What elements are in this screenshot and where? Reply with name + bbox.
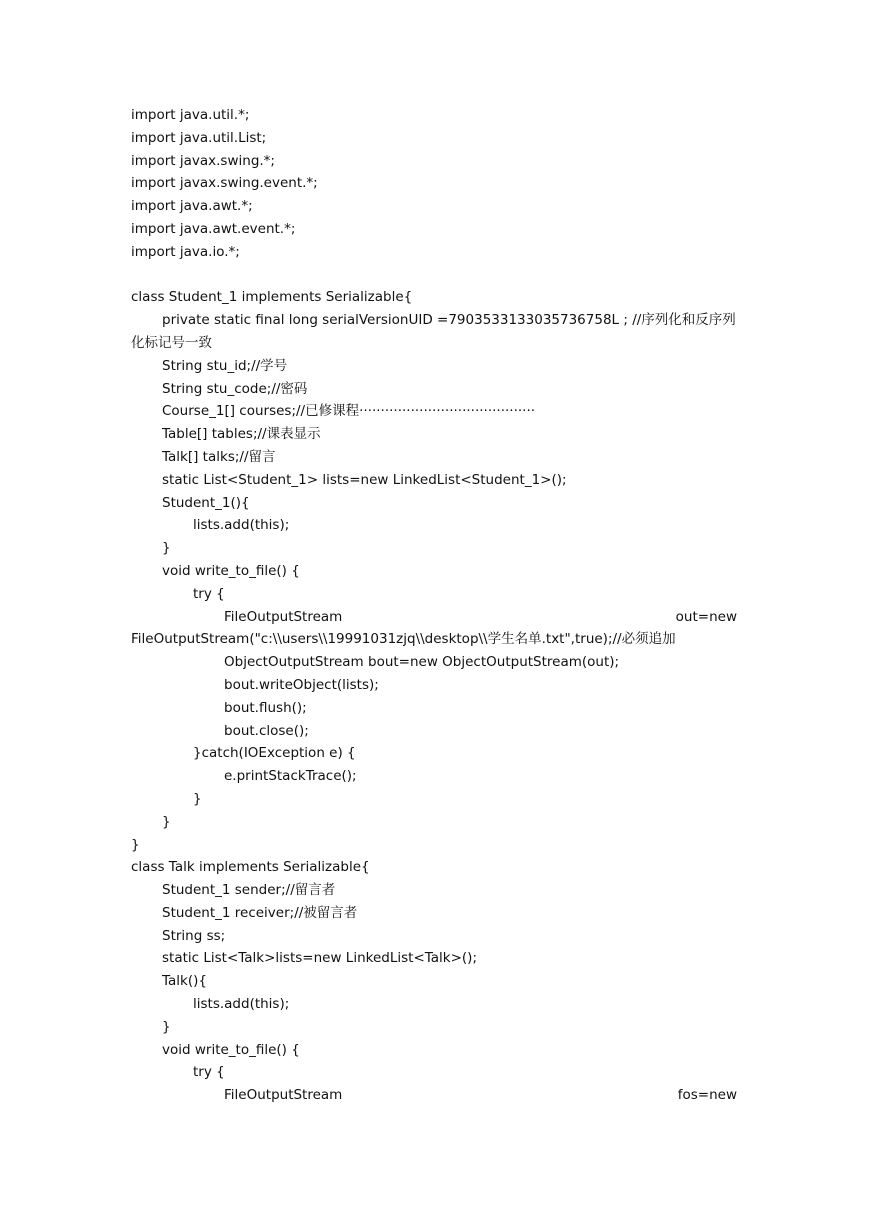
code-line: lists.add(this); <box>193 517 290 534</box>
code-line: Table[] tables;//课表显示 <box>162 426 321 443</box>
code-line: static List<Student_1> lists=new LinkedList<Student_1>(); <box>162 471 567 488</box>
code-line: Talk(){ <box>162 973 207 990</box>
code-line: String stu_id;//学号 <box>162 357 288 374</box>
import-line: import javax.swing.*; <box>131 152 275 169</box>
code-line: } <box>131 836 140 853</box>
code-line: Course_1[] courses;//已修课程········································· <box>162 403 536 420</box>
code-line-justified <box>131 1084 737 1107</box>
code-token: fos=new <box>677 1087 737 1104</box>
code-line: String ss; <box>162 927 226 944</box>
code-line: static List<Talk>lists=new LinkedList<Talk>(); <box>162 950 477 967</box>
code-token: FileOutputStream <box>224 608 343 625</box>
code-line: Talk[] talks;//留言 <box>162 448 276 465</box>
code-line: } <box>162 540 171 557</box>
code-line: } <box>193 790 202 807</box>
code-line-wrap: FileOutputStream("c:\\users\\19991031zjq\\desktop\\学生名单.txt",true);//必须追加 <box>131 631 676 648</box>
class-header: class Talk implements Serializable{ <box>131 859 370 876</box>
code-line: Student_1 receiver;//被留言者 <box>162 904 358 921</box>
code-line: try { <box>193 585 225 602</box>
code-line: String stu_code;//密码 <box>162 380 308 397</box>
code-line: bout.writeObject(lists); <box>224 676 379 693</box>
code-line: ObjectOutputStream bout=new ObjectOutputStream(out); <box>224 654 620 671</box>
import-line: import java.awt.*; <box>131 198 253 215</box>
code-line-wrap: 化标记号一致 <box>131 334 212 351</box>
blank-line <box>131 264 737 287</box>
code-line: void write_to_file() { <box>162 562 300 579</box>
import-line: import javax.swing.event.*; <box>131 175 318 192</box>
import-line: import java.awt.event.*; <box>131 220 296 237</box>
code-line: void write_to_file() { <box>162 1041 300 1058</box>
code-line: e.printStackTrace(); <box>224 768 357 785</box>
code-line: }catch(IOException e) { <box>193 745 356 762</box>
code-line: Student_1 sender;//留言者 <box>162 882 336 899</box>
code-line: private static final long serialVersionUID =7903533133035736758L ; //序列化和反序列 <box>162 312 736 329</box>
import-line: import java.util.List; <box>131 129 267 146</box>
code-line: bout.close(); <box>224 722 309 739</box>
code-line: Student_1(){ <box>162 494 250 511</box>
code-line: } <box>162 1018 171 1035</box>
class-header: class Student_1 implements Serializable{ <box>131 289 413 306</box>
import-line: import java.io.*; <box>131 243 240 260</box>
code-token: FileOutputStream <box>224 1087 343 1104</box>
code-listing <box>131 104 737 1107</box>
import-line: import java.util.*; <box>131 107 250 123</box>
code-line: try { <box>193 1064 225 1081</box>
code-line: bout.flush(); <box>224 699 307 716</box>
code-line: } <box>162 813 171 830</box>
code-token: out=new <box>675 608 737 625</box>
code-line: lists.add(this); <box>193 996 290 1013</box>
code-line-justified <box>131 606 737 629</box>
